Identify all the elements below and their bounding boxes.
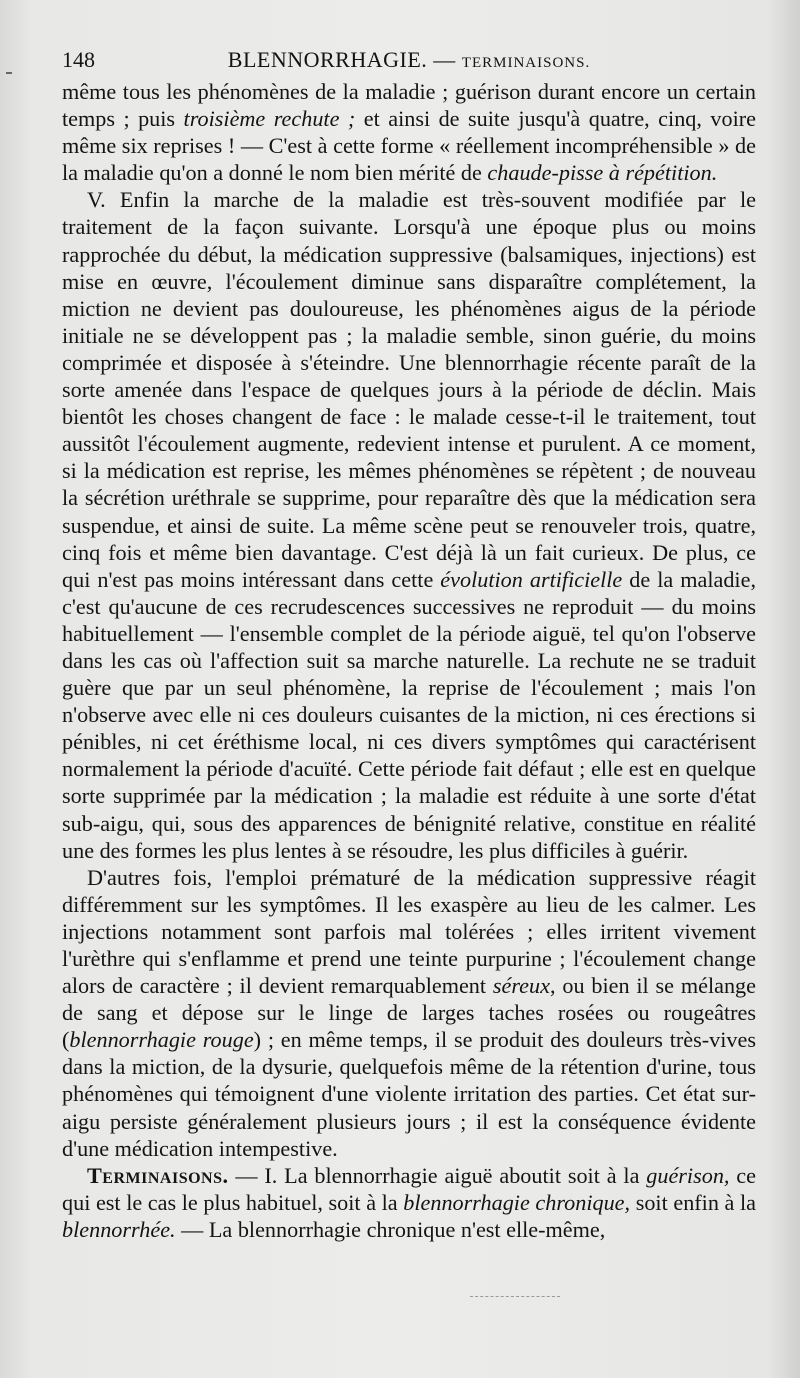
body-text (62, 78, 756, 1243)
text-run: et ainsi de suite jusqu'à quatre, cinq, voire même six reprises ! — C'est à cette forme « réellement incompréhensible » de la maladie qu'on a donné le nom bien mérité de (62, 106, 756, 186)
footer-rule (470, 1296, 560, 1298)
paragraph (62, 1162, 756, 1243)
italic-text: blennorrhagie rouge (69, 1027, 254, 1053)
text-run: D'autres fois, l'emploi prématuré de la médication suppressive réagit différemment sur les symptômes. Il les exaspère au lieu de les calmer. Les injections notamment sont parfois mal tolérées ; elles irritent vivement l'urèthre qui s'enflamme et prend une teinte purpurine ; l'écoulement change alors de caractère ; il devient remarquablement (62, 864, 756, 999)
text-run: de la maladie, c'est qu'aucune de ces recrudescences successives ne reproduit — du moins habituellement — l'ensemble complet de la période aiguë, tel qu'on l'observe dans les cas où l'affection suit sa marche naturelle. La rechute ne se traduit guère que par un seul phénomène, la reprise de l'écoulement ; mais l'on n'observe avec elle ni ces douleurs cuisantes de la miction, ni ces érections si pénibles, ni cet éréthisme local, ni ces divers symptômes qui caractérisent normalement la période d'acuïté. Cette période fait défaut ; elle est en quelque sorte supprimée par la médication ; la maladie est réduite à une sorte d'état sub-aigu, qui, sous des apparences de bénignité relative, constitue en réalité une des formes les plus lentes à se résoudre, les plus difficiles à guérir. (62, 566, 756, 863)
italic-text: séreux (492, 973, 550, 999)
margin-mark (6, 72, 12, 74)
text-run: , ou bien il se mélange de sang et dépose sur le linge de larges taches rosées ou rougeâtres ( (62, 973, 756, 1053)
section-heading: Terminaisons. (87, 1162, 229, 1188)
italic-text: chaude-pisse à répétition. (487, 160, 718, 186)
text-run: même tous les phénomènes de la maladie ; guérison durant encore un certain temps ; puis (62, 79, 756, 132)
page-number: 148 (62, 47, 95, 72)
text-run: — La blennorrhagie chronique n'est elle-même, (175, 1216, 606, 1242)
text-run: ) ; en même temps, il se produit des douleurs très-vives dans la miction, de la dysurie, quelquefois même de la rétention d'urine, tous phénomènes qui témoignent d'une violente irritation des parties. Cet état sur-aigu persiste généralement plusieurs jours ; il est la conséquence évidente d'une médication intempestive. (62, 1027, 756, 1161)
italic-text: évolution artificielle (440, 566, 623, 592)
running-title (62, 44, 756, 79)
text-run: V. Enfin la marche de la maladie est très-souvent modifiée par le traitement de la façon suivante. Lorsqu'à une époque plus ou moins rapprochée du début, la médication suppressive (balsamiques, injections) est mise en œuvre, l'écoulement diminue sans disparaître complétement, la miction ne devient pas douloureuse, les phénomènes aigus de la période initiale ne se développent pas ; la maladie semble, sinon guérie, du moins comprimée et disposée à s'éteindre. Une blennorrhagie récente paraît de la sorte amenée dans l'espace de quelques jours à la période de déclin. Mais bientôt les choses changent de face : le malade cesse-t-il le traitement, tout aussitôt l'écoulement augmente, redevient intense et purulent. A ce moment, si la médication est reprise, les mêmes phénomènes se répètent ; de nouveau la sécrétion uréthrale se supprime, pour reparaître dès que la médication sera suspendue, et ainsi de suite. La même scène peut se renouveler trois, quatre, cinq fois et même bien davantage. C'est déjà là un fait curieux. De plus, ce qui n'est pas moins intéressant dans cette (62, 187, 756, 592)
paragraph (62, 78, 756, 186)
italic-text: guérison, (646, 1162, 730, 1188)
italic-text: blennorrhée. (62, 1216, 176, 1242)
text-run: ce qui est le cas le plus habituel, soit à la (62, 1162, 757, 1215)
italic-text: blennorrhagie chronique, (403, 1189, 631, 1215)
text-run: — I. La blennorrhagie aiguë aboutit soit à la (228, 1162, 647, 1188)
paragraph (62, 186, 756, 863)
running-title-main: BLENNORRHAGIE. — (227, 47, 456, 72)
paragraph (62, 864, 756, 1162)
italic-text: troisième rechute ; (183, 106, 356, 132)
running-head (62, 44, 756, 76)
text-run: soit enfin à la (630, 1189, 756, 1215)
running-title-section: TERMINAISONS. (461, 55, 591, 71)
